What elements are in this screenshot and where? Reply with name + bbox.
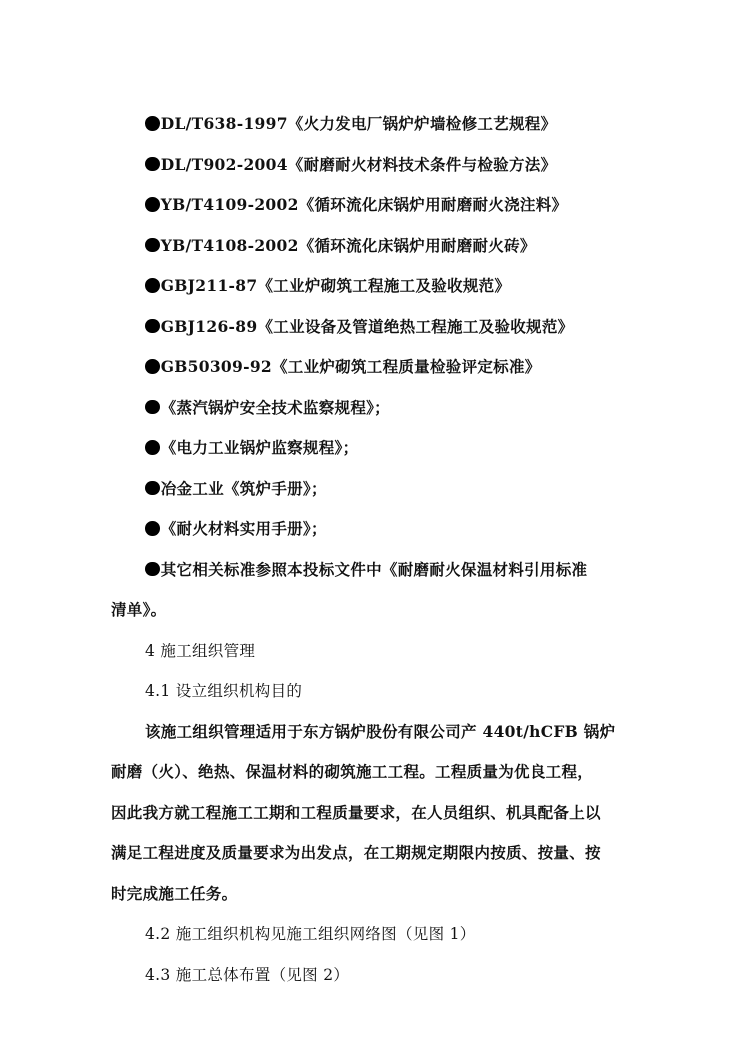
bullet-icon xyxy=(145,481,160,496)
section-4-title: 4 施工组织管理 xyxy=(145,641,256,660)
section-4-2-text: 4.2 施工组织机构见施工组织网络图（见图 1） xyxy=(145,925,476,943)
reference-item: 《蒸汽锅炉安全技术监察规程》； xyxy=(111,388,633,429)
reference-item: YB/T4109-2002《循环流化床锅炉用耐磨耐火浇注料》 xyxy=(111,185,633,226)
reference-item: YB/T4108-2002《循环流化床锅炉用耐磨耐火砖》 xyxy=(111,226,633,267)
other-reference-line-1: 其它相关标准参照本投标文件中《耐磨耐火保温材料引用标准 xyxy=(111,550,633,591)
bullet-icon xyxy=(145,197,160,212)
bullet-icon xyxy=(145,359,160,374)
paragraph-line: 满足工程进度及质量要求为出发点，在工期规定期限内按质、按量、按 xyxy=(111,843,601,862)
paragraph-line: 该施工组织管理适用于东方锅炉股份有限公司产 440t/hCFB 锅炉 xyxy=(145,721,616,741)
other-reference-line-2: 清单》。 xyxy=(111,600,167,619)
reference-item: 《耐火材料实用手册》； xyxy=(111,509,633,550)
other-reference-paragraph xyxy=(111,550,633,631)
reference-item: GB50309-92《工业炉砌筑工程质量检验评定标准》 xyxy=(111,347,633,388)
bullet-icon xyxy=(145,562,160,577)
paragraph-line: 耐磨（火）、绝热、保温材料的砌筑施工工程。工程质量为优良工程， xyxy=(111,762,594,781)
bullet-icon xyxy=(145,116,160,131)
reference-item: DL/T902-2004《耐磨耐火材料技术条件与检验方法》 xyxy=(111,145,633,186)
reference-item: 《电力工业锅炉监察规程》； xyxy=(111,428,633,469)
bullet-icon xyxy=(145,521,160,536)
reference-item: GBJ211-87《工业炉砌筑工程施工及验收规范》 xyxy=(111,266,633,307)
bullet-icon xyxy=(145,238,160,253)
paragraph-line: 时完成施工任务。 xyxy=(111,883,238,903)
reference-item: DL/T638-1997《火力发电厂锅炉炉墙检修工艺规程》 xyxy=(111,104,633,145)
bullet-icon xyxy=(145,400,160,415)
paragraph-line: 因此我方就工程施工工期和工程质量要求，在人员组织、机具配备上以 xyxy=(111,802,601,822)
bullet-icon xyxy=(145,278,160,293)
section-4-3-text: 4.3 施工总体布置（见图 2） xyxy=(145,965,350,984)
section-4-1-title: 4.1 设立组织机构目的 xyxy=(145,682,303,700)
reference-item: GBJ126-89《工业设备及管道绝热工程施工及验收规范》 xyxy=(111,307,633,348)
reference-item: 冶金工业《筑炉手册》； xyxy=(111,469,633,510)
section-4-1-paragraph xyxy=(111,712,633,915)
bullet-icon xyxy=(145,440,160,455)
bullet-icon xyxy=(145,157,160,172)
document-content xyxy=(111,104,633,995)
bullet-icon xyxy=(145,319,160,334)
